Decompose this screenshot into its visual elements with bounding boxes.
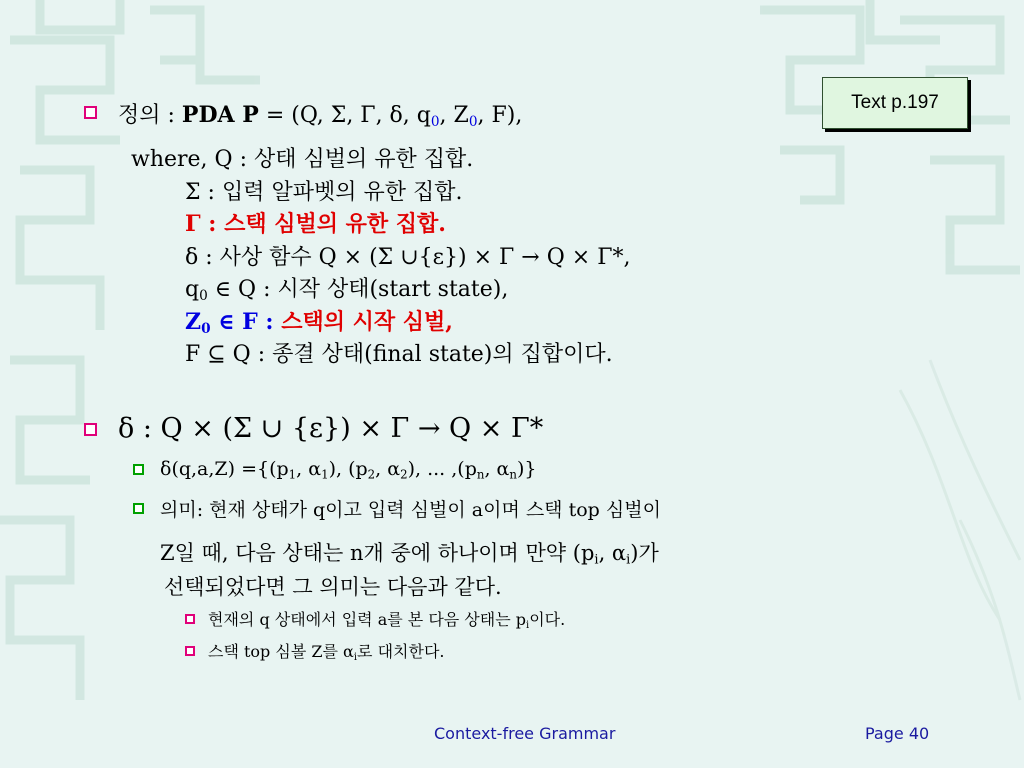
bullet-icon xyxy=(84,106,97,119)
sub-bullet-stack-replace: 스택 top 심볼 Z를 $\alpha_i$로 대치한다. xyxy=(208,642,445,663)
final-state-line: F ⊆ Q : 종결 상태(final state)의 집합이다. xyxy=(185,342,613,367)
pda-definition-line: 정의 : PDA P = (Q, Σ, Γ, δ, $q_0$, $Z_0$, F), xyxy=(118,102,523,130)
sub-bullet-next-state: 현재의 q 상태에서 입력 a를 본 다음 상태는 $p_i$이다. xyxy=(208,610,566,631)
meaning-line-1: 의미: 현재 상태가 q이고 입력 심벌이 a이며 스택 top 심벌이 xyxy=(160,499,661,521)
sigma-line: Σ : 입력 알파벳의 유한 집합. xyxy=(185,180,463,205)
meaning-line-2: Z일 때, 다음 상태는 n개 중에 하나이며 만약 ($p_i$, $\alpha_i$)가 xyxy=(160,541,659,568)
z0-line: $Z_0$ ∈ F : 스택의 시작 심벌, xyxy=(185,309,453,337)
gamma-line: Γ : 스택 심벌의 유한 집합. xyxy=(185,211,446,237)
transition-function-line: δ : Q × (Σ ∪ {ε}) × Γ → Q × Γ* xyxy=(118,413,544,444)
bullet-icon xyxy=(133,464,144,475)
bullet-icon xyxy=(185,646,195,656)
bullet-icon xyxy=(185,614,195,624)
transition-set-line: $\delta(q,a,Z) =\{(p_1$, $\alpha_1$), ($p_2$, $\alpha_2$), ... $,(p_n$, $\alpha_n$)} xyxy=(160,458,537,482)
bullet-icon xyxy=(133,503,144,514)
meaning-line-3: 선택되었다면 그 의미는 다음과 같다. xyxy=(164,575,502,599)
delta-line: δ : 사상 함수 Q × (Σ ∪{ε}) × Γ → Q × Γ*, xyxy=(185,245,631,270)
page-number: Page 40 xyxy=(865,724,930,743)
q0-line: $q_0$ ∈ Q : 시작 상태(start state), xyxy=(185,277,509,304)
footer-title: Context-free Grammar xyxy=(434,724,616,743)
where-q-line: where, Q : 상태 심벌의 유한 집합. xyxy=(131,147,474,172)
bullet-icon xyxy=(84,423,97,436)
text-reference-box: Text p.197 xyxy=(822,77,968,129)
